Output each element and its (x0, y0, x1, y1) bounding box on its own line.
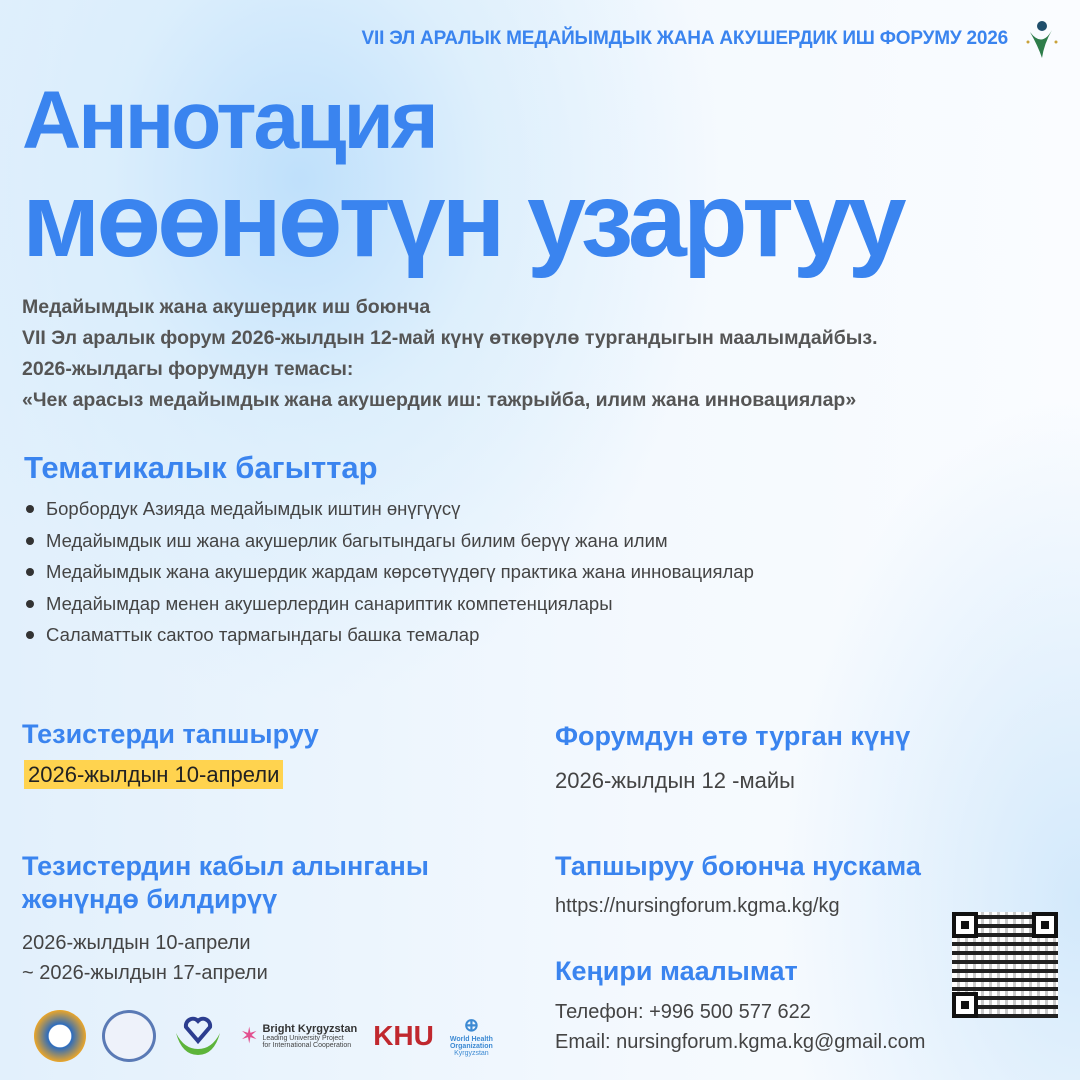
submission-date: 2026-жылдын 10-апрели (24, 760, 283, 789)
list-item: Борбордук Азияда медайымдык иштин өнүгүүсү (22, 493, 802, 525)
logo-text: World Health (449, 1036, 493, 1043)
logo-text: for International Cooperation (262, 1042, 352, 1049)
list-item: Медайымдык жана акушердик жардам көрсөтүүдөгү практика жана инновациялар (22, 556, 782, 588)
forum-date: 2026-жылдын 12 -майы (555, 768, 795, 793)
intro-line: Медайымдык жана акушердик иш боюнча (22, 296, 431, 318)
intro-line: «Чек арасыз медайымдык жана акушердик иш: тажрыйба, илим жана инновациялар» (22, 389, 857, 411)
guide-heading: Тапшыруу боюнча нускама (555, 851, 921, 881)
kgma-logo-icon (34, 1010, 86, 1062)
topics-list (22, 493, 802, 651)
heading-line: Тезистердин кабыл алынганы (22, 851, 429, 881)
list-item: Саламаттык сактоо тармагындагы башка темалар (22, 619, 802, 651)
date-line: ~ 2026-жылдын 17-апрели (22, 962, 268, 984)
qr-code[interactable] (952, 912, 1058, 1018)
intro-text (22, 292, 878, 416)
title-line-2: мөөнөтүн узартуу (22, 161, 903, 279)
title-line-1: Аннотация (22, 75, 436, 166)
intro-line: 2026-жылдагы форумдун темасы: (22, 358, 354, 380)
acceptance-heading (22, 850, 429, 916)
info-heading: Кеңири маалымат (555, 956, 798, 986)
phone-text: Телефон: +996 500 577 622 (555, 1001, 811, 1023)
submission-heading: Тезистерди тапшыруу (22, 719, 319, 749)
who-logo (450, 1015, 493, 1057)
logo-text: Kyrgyzstan (454, 1050, 489, 1057)
heart-hands-icon (172, 1013, 224, 1059)
partner-logos (34, 1010, 493, 1062)
forum-logo-icon (1022, 18, 1062, 62)
khu-logo: KHU (373, 1020, 434, 1051)
medical-emblem-icon (102, 1010, 156, 1062)
list-item: Медайымдык иш жана акушерлик багытындагы билим берүү жана илим (22, 525, 802, 557)
guide-url-link[interactable]: https://nursingforum.kgma.kg/kg (555, 895, 840, 917)
logo-text: Bright Kyrgyzstan (262, 1023, 358, 1035)
intro-line: VII Эл аралык форум 2026-жылдын 12-май күнү өткөрүлө тургандыгын маалымдайбыз. (22, 327, 878, 349)
logo-text: Leading University Project (262, 1035, 344, 1042)
email-link[interactable]: Email: nursingforum.kgma.kg@gmail.com (555, 1031, 926, 1053)
heading-line: жөнүндө билдирүү (22, 884, 278, 914)
date-line: 2026-жылдын 10-апрели (22, 932, 251, 954)
forum-date-heading: Форумдун өтө турган күнү (555, 721, 911, 751)
list-item: Медайымдар менен акушерлердин санариптик компетенциялары (22, 588, 802, 620)
stars-icon: ✶ (240, 1023, 259, 1048)
forum-title: VII ЭЛ АРАЛЫК МЕДАЙЫМДЫК ЖАНА АКУШЕРДИК ИШ ФОРУМУ 2026 (361, 28, 1008, 49)
logo-text: Organization (449, 1043, 493, 1050)
topics-heading: Тематикалык багыттар (24, 450, 378, 485)
acceptance-dates (22, 928, 268, 988)
who-emblem-icon: ⊕ (463, 1015, 479, 1035)
bright-kyrgyzstan-logo (240, 1023, 357, 1049)
